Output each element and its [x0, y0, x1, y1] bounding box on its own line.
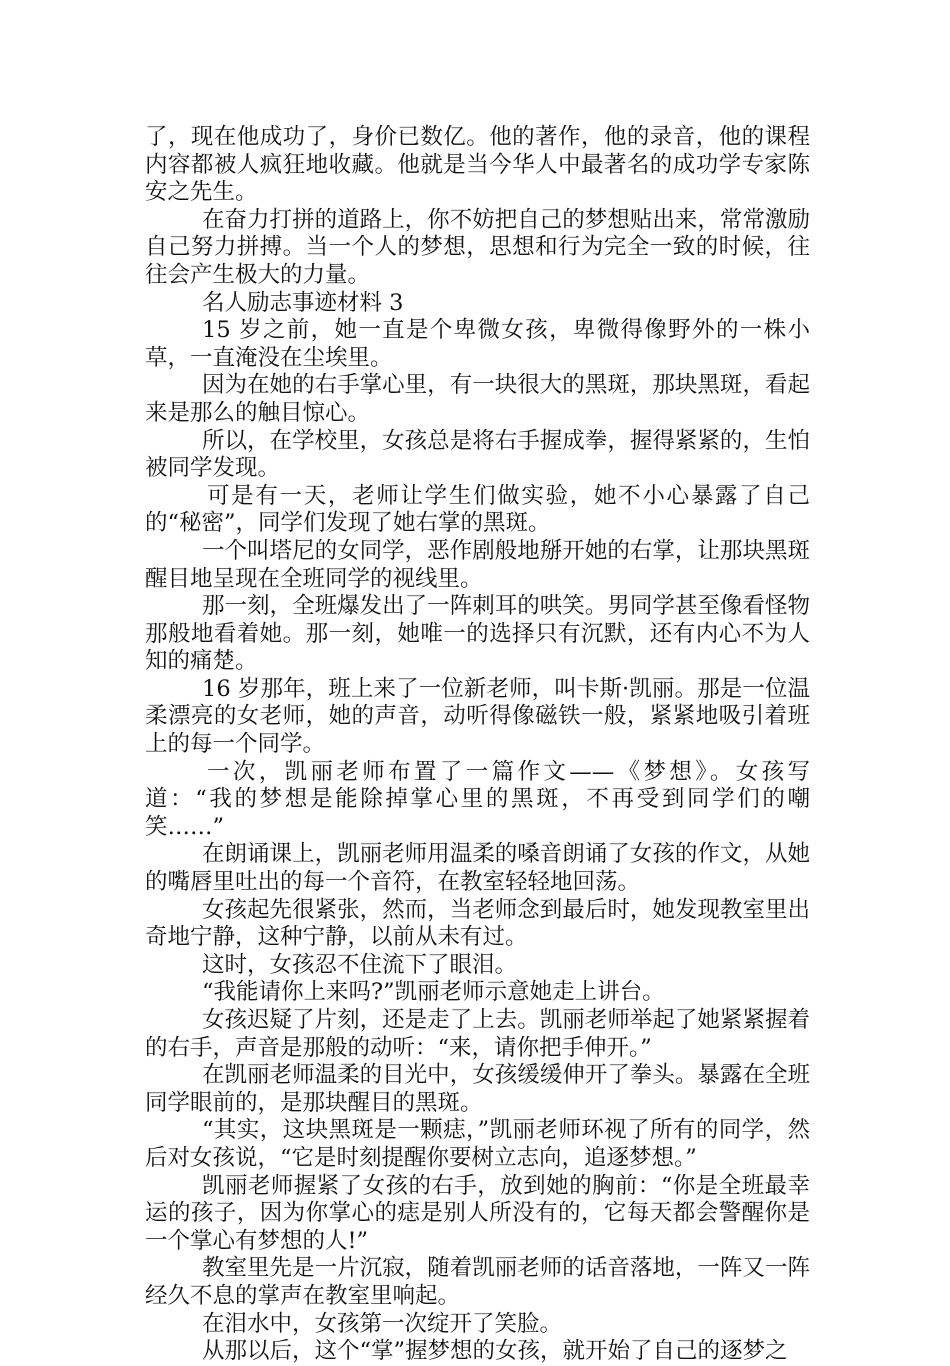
- paragraph: 在泪水中，女孩第一次绽开了笑脸。: [202, 1310, 563, 1337]
- paragraph: 一个叫塔尼的女同学，恶作剧般地掰开她的右掌，让那块黑斑醒目地呈现在全班同学的视线里。: [145, 537, 810, 592]
- paragraph: 15 岁之前，她一直是个卑微女孩，卑微得像野外的一株小草，一直淹没在尘埃里。: [145, 317, 810, 371]
- paragraph: 在朗诵课上，凯丽老师用温柔的嗓音朗诵了女孩的作文，从她的嘴唇里吐出的每一个音符，在教室轻轻地回荡。: [145, 841, 810, 896]
- section-heading: 名人励志事迹材料 3: [202, 289, 404, 316]
- paragraph: “其实，这块黑斑是一颗痣，”凯丽老师环视了所有的同学，然后对女孩说，“它是时刻提醒你要树立志向，追逐梦想。”: [145, 1117, 810, 1171]
- paragraph: 女孩迟疑了片刻，还是走了上去。凯丽老师举起了她紧紧握着的右手，声音是那般的动听：“来，请你把手伸开。”: [145, 1007, 810, 1061]
- paragraph: 在奋力打拼的道路上，你不妨把自己的梦想贴出来，常常激励自己努力拼搏。当一个人的梦想，思想和行为完全一致的时候，往往会产生极大的力量。: [145, 206, 810, 288]
- paragraph: 因为在她的右手掌心里，有一块很大的黑斑，那块黑斑，看起来是那么的触目惊心。: [145, 372, 810, 426]
- paragraph: 16 岁那年，班上来了一位新老师，叫卡斯·凯丽。那是一位温柔漂亮的女老师，她的声音，动听得像磁铁一般，紧紧地吸引着班上的每一个同学。: [145, 675, 810, 758]
- paragraph: 在凯丽老师温柔的目光中，女孩缓缓伸开了拳头。暴露在全班同学眼前的，是那块醒目的黑斑。: [145, 1062, 810, 1116]
- paragraph: 这时，女孩忍不住流下了眼泪。: [202, 951, 518, 978]
- document-body: [145, 124, 810, 1366]
- paragraph: “我能请你上来吗?”凯丽老师示意她走上讲台。: [202, 979, 665, 1006]
- paragraph: 可是有一天，老师让学生们做实验，她不小心暴露了自己的“秘密”，同学们发现了她右掌的黑斑。: [145, 482, 810, 537]
- paragraph: 教室里先是一片沉寂，随着凯丽老师的话音落地，一阵又一阵经久不息的掌声在教室里响起。: [145, 1255, 810, 1309]
- paragraph: 从那以后，这个“掌”握梦想的女孩，就开始了自己的逐梦之: [202, 1338, 788, 1365]
- paragraph: 所以，在学校里，女孩总是将右手握成拳，握得紧紧的，生怕被同学发现。: [145, 427, 810, 482]
- paragraph: 那一刻，全班爆发出了一阵刺耳的哄笑。男同学甚至像看怪物那般地看着她。那一刻，她唯一的选择只有沉默，还有内心不为人知的痛楚。: [145, 593, 810, 675]
- paragraph: 女孩起先很紧张，然而，当老师念到最后时，她发现教室里出奇地宁静，这种宁静，以前从未有过。: [145, 896, 810, 951]
- paragraph: 凯丽老师握紧了女孩的右手，放到她的胸前：“你是全班最幸运的孩子，因为你掌心的痣是别人所没有的，它每天都会警醒你是一个掌心有梦想的人!”: [145, 1172, 810, 1254]
- paragraph: 一次，凯丽老师布置了一篇作文——《梦想》。女孩写道：“我的梦想是能除掉掌心里的黑斑，不再受到同学们的嘲笑……”: [145, 758, 810, 840]
- paragraph: 了，现在他成功了，身价已数亿。他的著作，他的录音，他的课程内容都被人疯狂地收藏。他就是当今华人中最著名的成功学专家陈安之先生。: [145, 124, 810, 206]
